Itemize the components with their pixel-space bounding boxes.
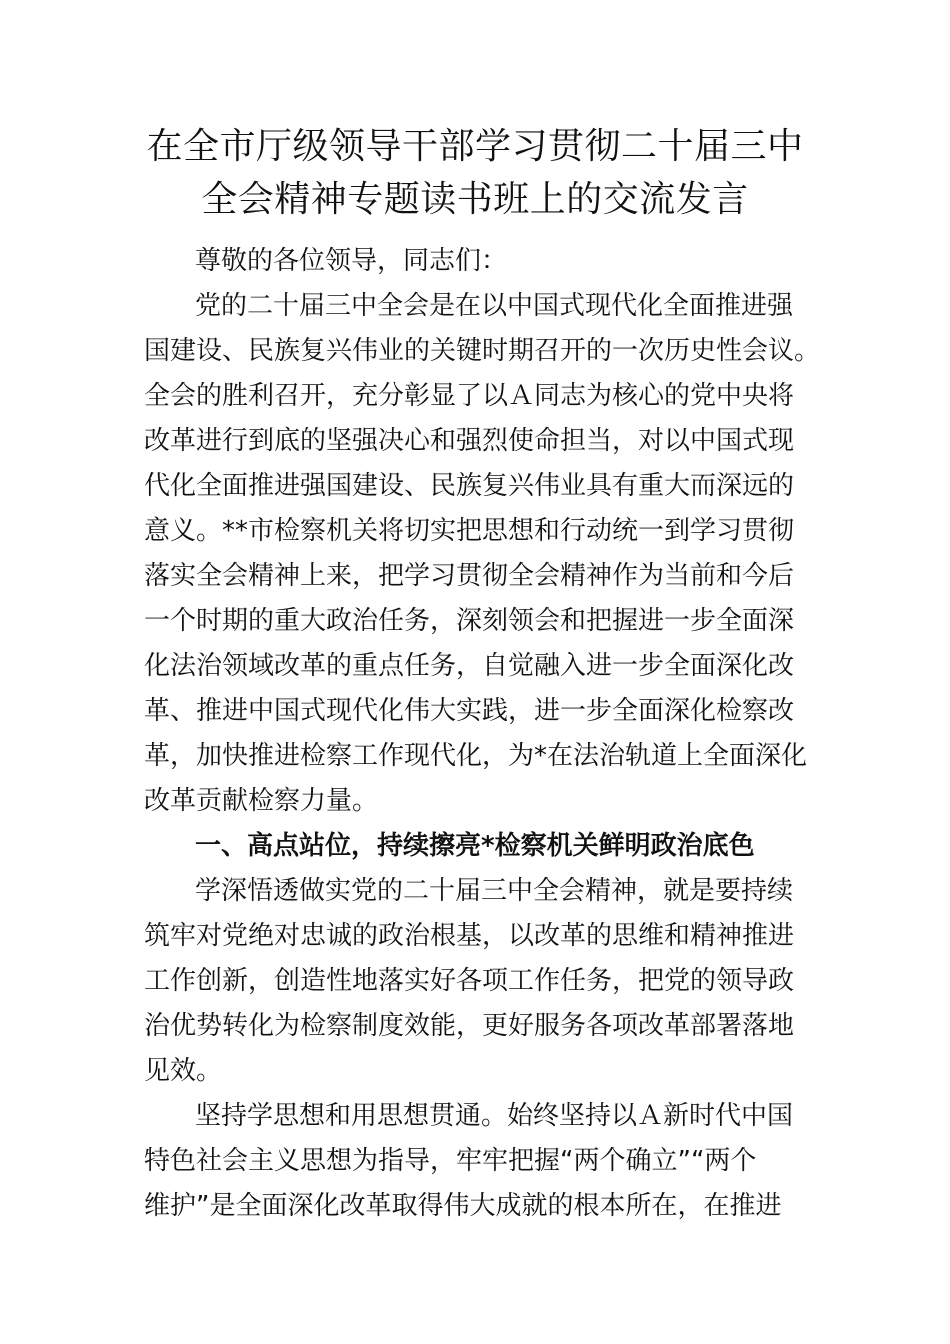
paragraph-line: 筑牢对党绝对忠诚的政治根基，以改革的思维和精神推进 (144, 921, 795, 951)
paragraph-line: 维护”是全面深化改革取得伟大成就的根本所在，在推进 (144, 1191, 782, 1221)
paragraph-line: 特色社会主义思想为指导，牢牢把握“两个确立”“两个 (144, 1146, 757, 1176)
paragraph-line: 国建设、民族复兴伟业的关键时期召开的一次历史性会议。 (144, 336, 821, 366)
document-title-line-2: 全会精神专题读书班上的交流发言 (201, 179, 749, 220)
paragraph-line: 治优势转化为检察制度效能，更好服务各项改革部署落地 (144, 1011, 795, 1041)
paragraph-line: 改革贡献检察力量。 (144, 786, 379, 816)
paragraph-line: 落实全会精神上来，把学习贯彻全会精神作为当前和今后 (144, 561, 795, 591)
paragraph-line: 改革进行到底的坚强决心和强烈使命担当，对以中国式现 (144, 426, 795, 456)
paragraph-line: 代化全面推进强国建设、民族复兴伟业具有重大而深远的 (144, 471, 795, 501)
document-title-line-1: 在全市厅级领导干部学习贯彻二十届三中 (146, 126, 804, 167)
paragraph-line: 党的二十届三中全会是在以中国式现代化全面推进强 (195, 291, 794, 321)
paragraph-line: 一个时期的重大政治任务，深刻领会和把握进一步全面深 (144, 606, 795, 636)
paragraph-line: 全会的胜利召开，充分彰显了以Ａ同志为核心的党中央将 (144, 381, 795, 411)
paragraph-line: 化法治领域改革的重点任务，自觉融入进一步全面深化改 (144, 651, 795, 681)
section-heading: 一、高点站位，持续擦亮*检察机关鲜明政治底色 (195, 831, 755, 861)
paragraph-line: 学深悟透做实党的二十届三中全会精神，就是要持续 (195, 876, 794, 906)
paragraph-line: 意义。**市检察机关将切实把思想和行动统一到学习贯彻 (144, 516, 795, 546)
paragraph-line: 见效。 (144, 1056, 223, 1086)
salutation: 尊敬的各位领导，同志们： (195, 246, 508, 276)
paragraph-line: 革、推进中国式现代化伟大实践，进一步全面深化检察改 (144, 696, 795, 726)
paragraph-line: 工作创新，创造性地落实好各项工作任务，把党的领导政 (144, 966, 795, 996)
paragraph-line: 革，加快推进检察工作现代化，为*在法治轨道上全面深化 (144, 741, 808, 771)
paragraph-line: 坚持学思想和用思想贯通。始终坚持以Ａ新时代中国 (195, 1101, 794, 1131)
